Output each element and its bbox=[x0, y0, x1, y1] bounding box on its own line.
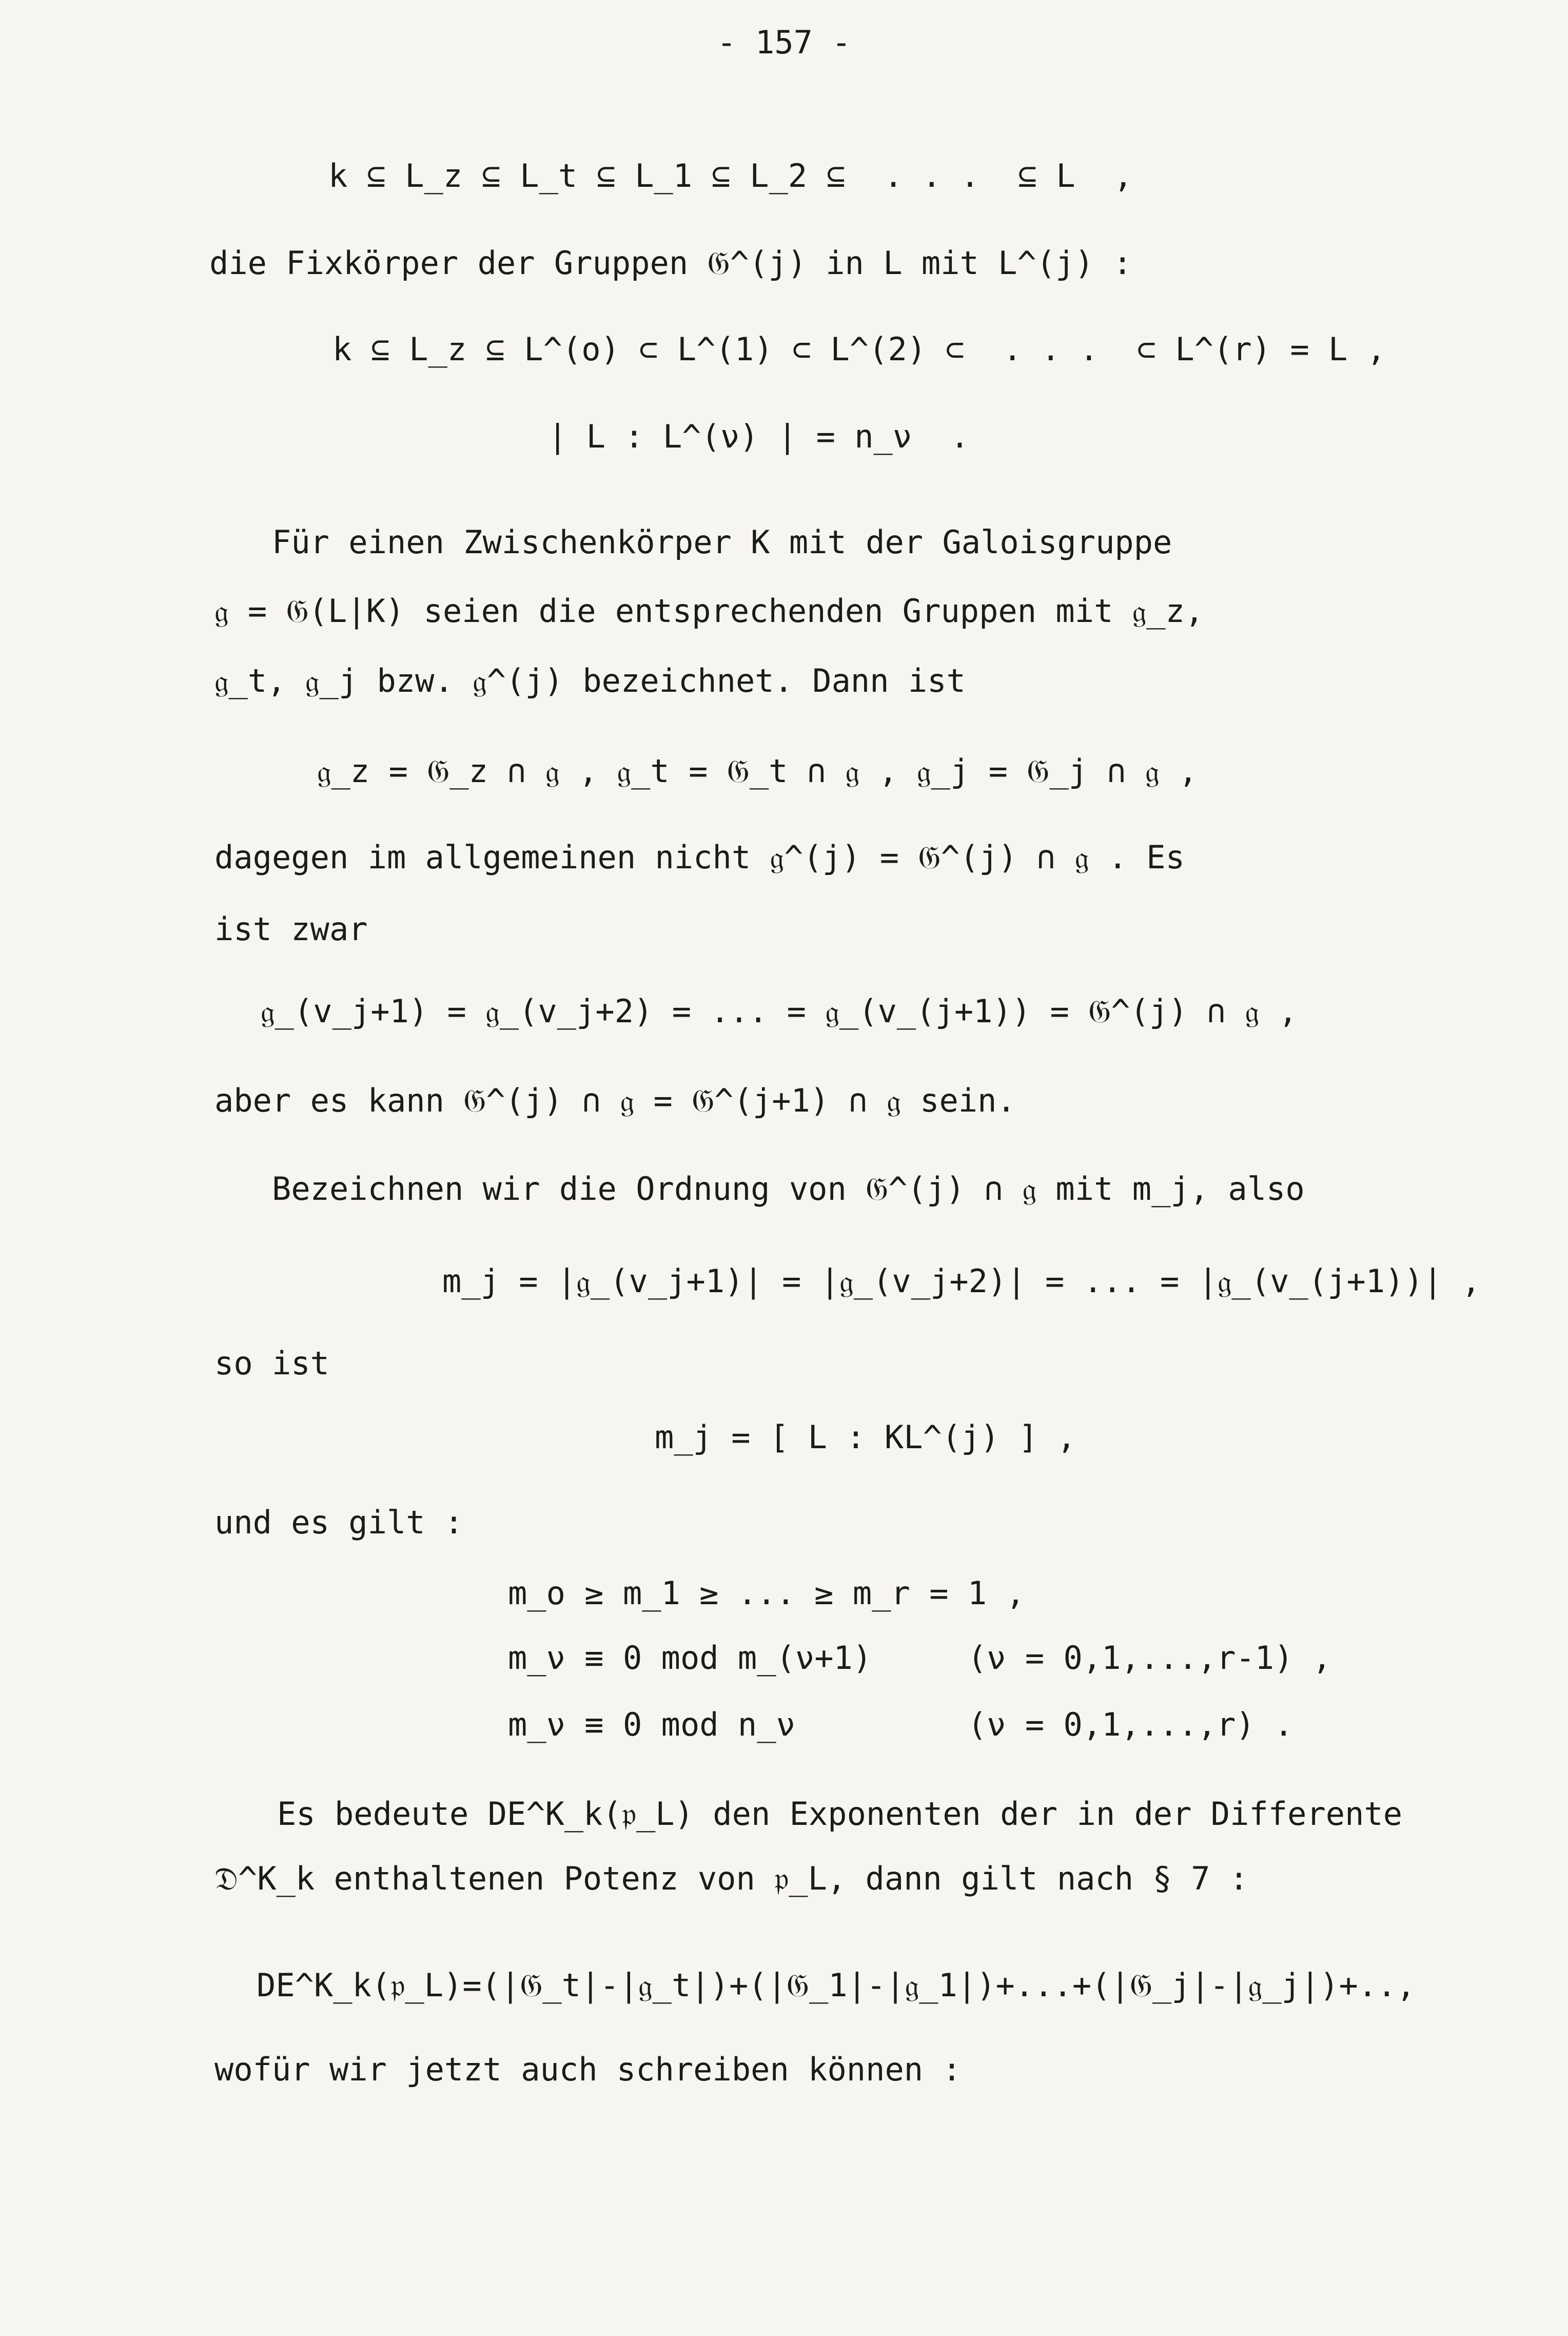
paragraph-line: Es bedeute DE^K_k(𝔭_L) den Exponenten der in der Differente bbox=[277, 1795, 1403, 1833]
math-chain-fixfields: k ⊆ L_z ⊆ L^(o) ⊂ L^(1) ⊂ L^(2) ⊂ . . . ⊂ L^(r) = L , bbox=[332, 330, 1386, 368]
math-degree: | L : L^(ν) | = n_ν . bbox=[548, 418, 970, 455]
math-line-text: k ⊆ L_z ⊆ L_t ⊆ L_1 ⊆ L_2 ⊆ . . . ⊆ L , bbox=[328, 157, 1133, 194]
paragraph-line: und es gilt : bbox=[214, 1504, 464, 1541]
math-inequalities: m_o ≥ m_1 ≥ ... ≥ m_r = 1 , bbox=[508, 1574, 1025, 1612]
paragraph-line: wofür wir jetzt auch schreiben können : bbox=[214, 2051, 962, 2088]
math-chain-fields bbox=[328, 157, 1133, 194]
math-equal-groups: 𝔤_(v_j+1) = 𝔤_(v_j+2) = ... = 𝔤_(v_(j+1)) = 𝔊^(j) ∩ 𝔤 , bbox=[261, 992, 1298, 1030]
paragraph-line: aber es kann 𝔊^(j) ∩ 𝔤 = 𝔊^(j+1) ∩ 𝔤 sein. bbox=[214, 1082, 1016, 1119]
paragraph-line: 𝔤_t, 𝔤_j bzw. 𝔤^(j) bezeichnet. Dann ist bbox=[214, 662, 966, 699]
paragraph-line: 𝔤 = 𝔊(L|K) seien die entsprechenden Gruppen mit 𝔤_z, bbox=[214, 592, 1204, 630]
paragraph-line: 𝔇^K_k enthaltenen Potenz von 𝔭_L, dann gilt nach § 7 : bbox=[214, 1860, 1249, 1897]
paragraph-line: so ist bbox=[214, 1345, 329, 1382]
math-differente-sum: DE^K_k(𝔭_L)=(|𝔊_t|-|𝔤_t|)+(|𝔊_1|-|𝔤_1|)+...+(|𝔊_j|-|𝔤_j|)+.., bbox=[257, 1967, 1416, 2004]
math-order-mj: m_j = |𝔤_(v_j+1)| = |𝔤_(v_j+2)| = ... = |𝔤_(v_(j+1))| , bbox=[442, 1262, 1481, 1300]
paragraph-line: dagegen im allgemeinen nicht 𝔤^(j) = 𝔊^(j) ∩ 𝔤 . Es bbox=[214, 839, 1185, 876]
paragraph-line: Bezeichnen wir die Ordnung von 𝔊^(j) ∩ 𝔤 mit m_j, also bbox=[272, 1170, 1305, 1208]
math-congruence-1: m_ν ≡ 0 mod m_(ν+1) (ν = 0,1,...,r-1) , bbox=[508, 1639, 1332, 1677]
page-number: - 157 - bbox=[717, 24, 851, 61]
math-congruence-2: m_ν ≡ 0 mod n_ν (ν = 0,1,...,r) . bbox=[508, 1706, 1293, 1743]
math-mj-index: m_j = [ L : KL^(j) ] , bbox=[655, 1418, 1076, 1456]
paragraph-line: ist zwar bbox=[214, 910, 368, 948]
math-intersections: 𝔤_z = 𝔊_z ∩ 𝔤 , 𝔤_t = 𝔊_t ∩ 𝔤 , 𝔤_j = 𝔊_j ∩ 𝔤 , bbox=[317, 752, 1198, 790]
paragraph-line: Für einen Zwischenkörper K mit der Galoisgruppe bbox=[272, 523, 1172, 561]
text-line: die Fixkörper der Gruppen 𝔊^(j) in L mit L^(j) : bbox=[209, 244, 1132, 282]
